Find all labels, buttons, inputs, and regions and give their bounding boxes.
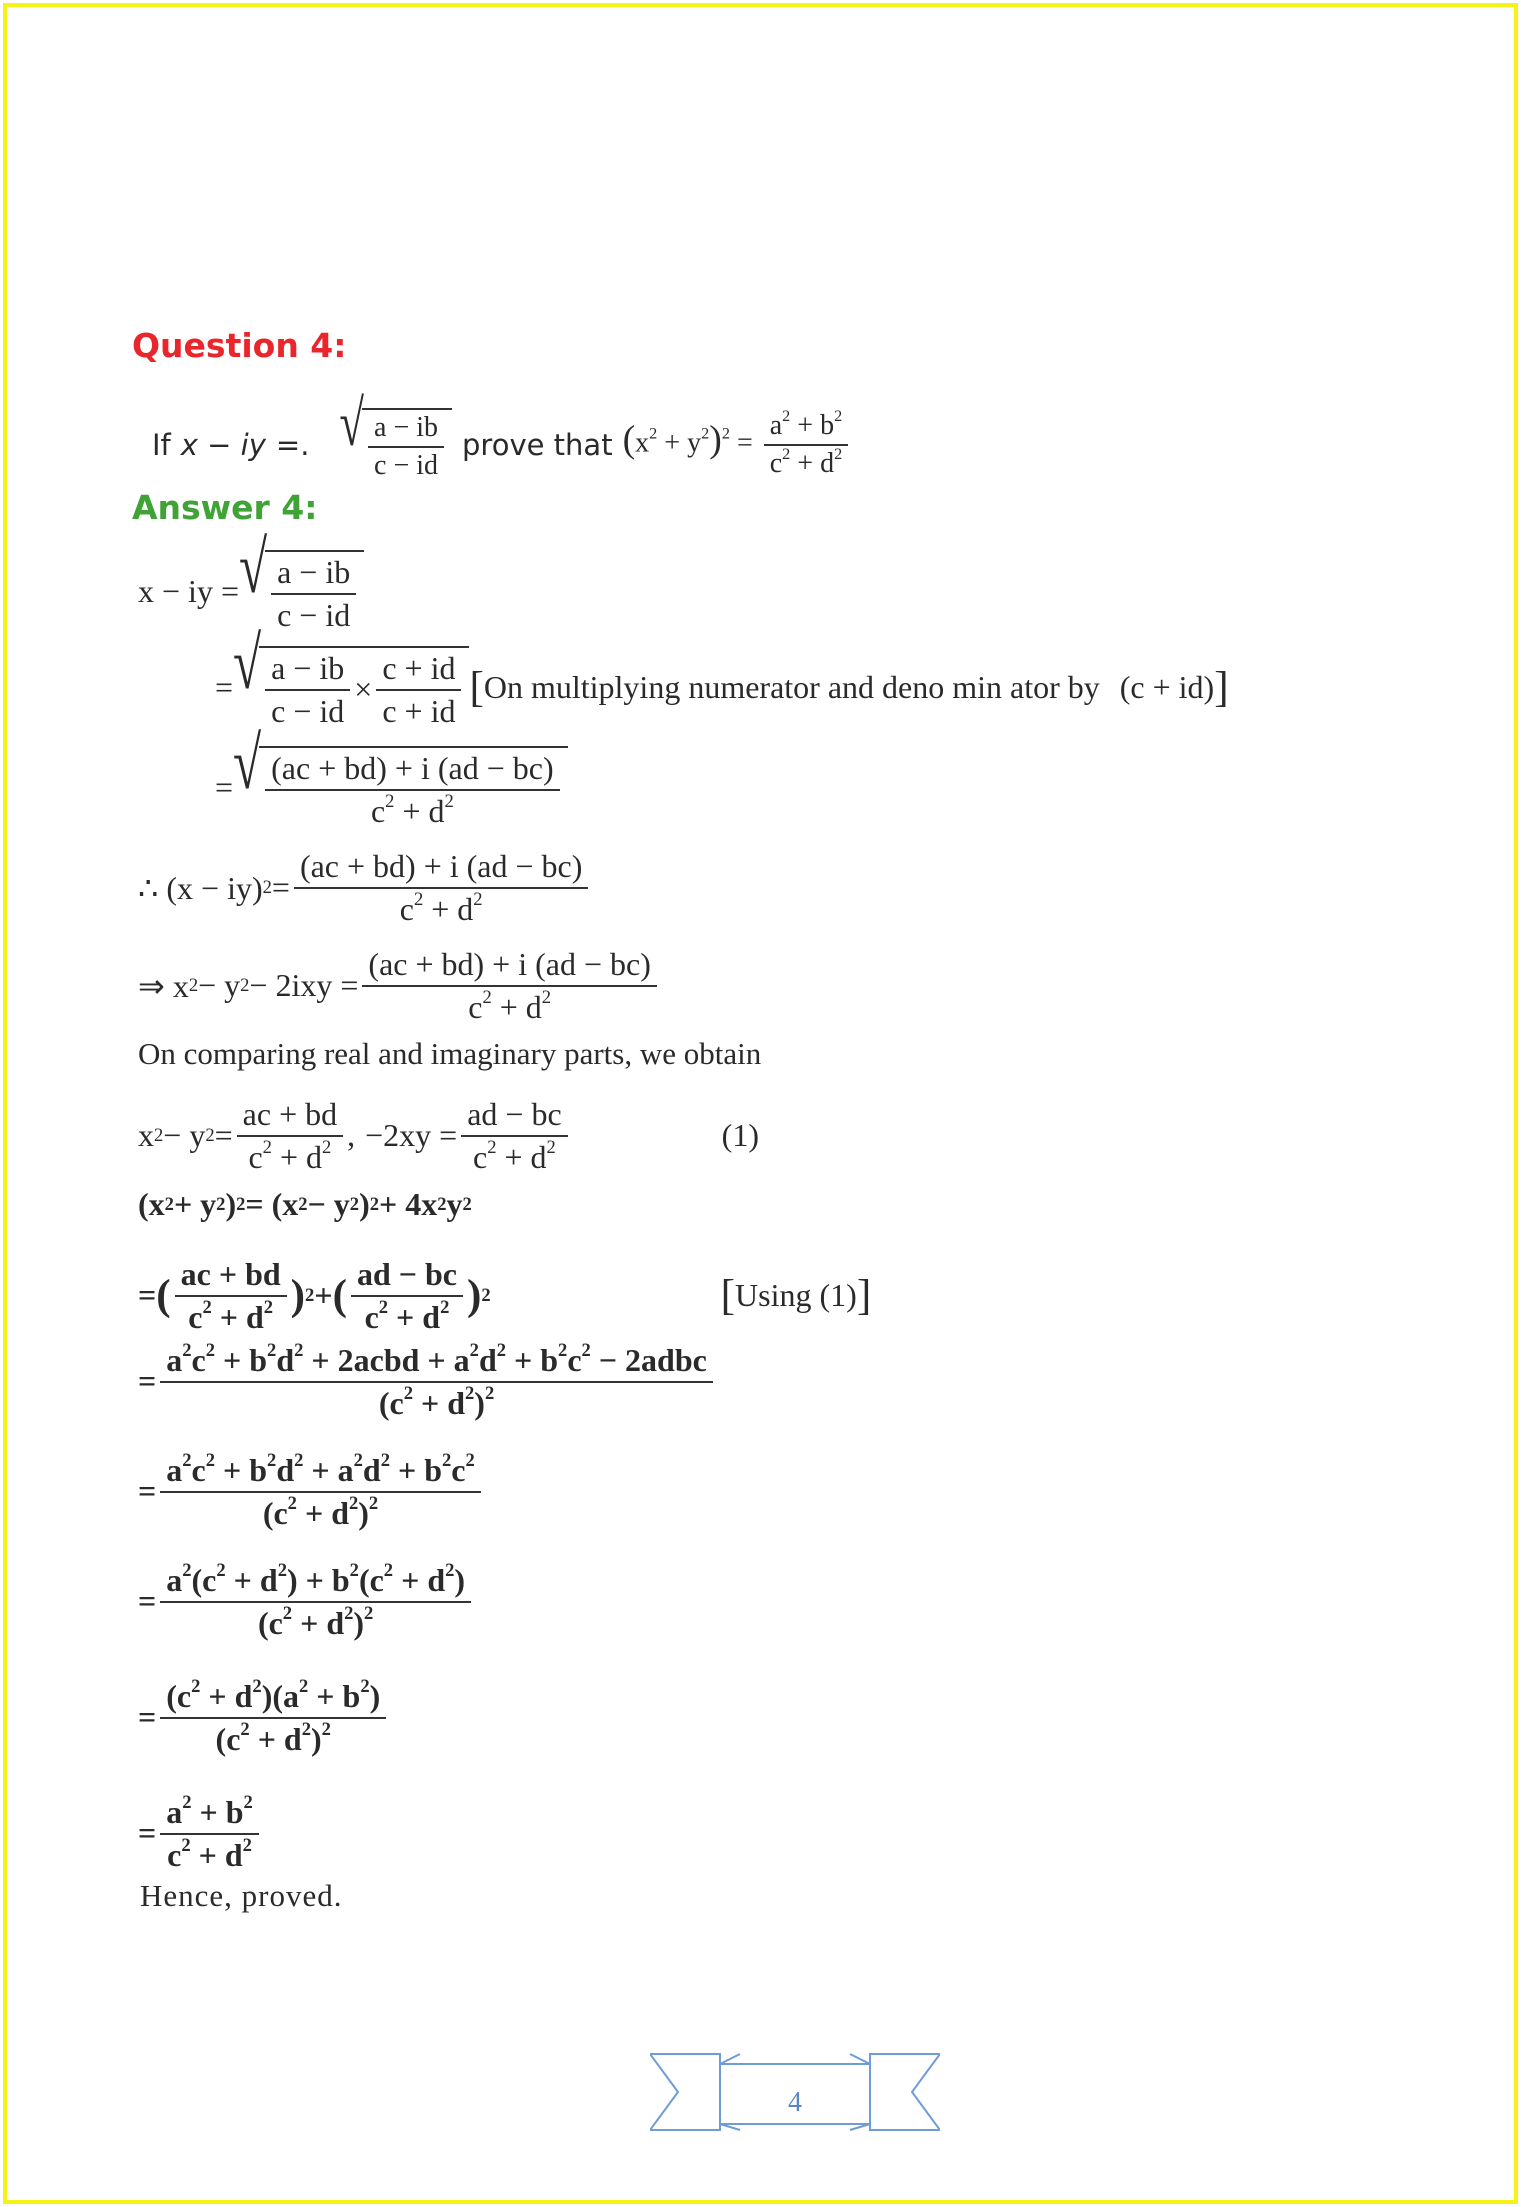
solution-step-1: x − iy = √ $\frac{a - ib}{c - id}$ [138,550,364,634]
solution-step-4: ∴ (x − iy) 2 = $\frac{(ac + bd) + i (ad - bc)}{c^2 + d^2}$ [138,848,592,928]
question-heading: Question 4: [132,326,347,365]
answer-heading: Answer 4: [132,488,318,527]
question-target-expression: $(x^2 + y^2)^2$ = $\frac{a^2 + b^2}{c^2 + d^2}$ [623,410,853,480]
question-statement [152,386,852,482]
solution-step-5: ⇒ x 2 − y 2 − 2ixy = $\frac{(ac + bd) + i (ad - bc)}{c^2 + d^2}$ [138,946,661,1026]
solution-step-10: = $\frac{a^2c^2 + b^2d^2 + a^2d^2 + b^2c^2}{(c^2 + d^2)^2}$ [138,1452,485,1532]
solution-step-2: = √ $\frac{a - ib}{c - id}$ × $\frac{c + id}{c + id}$ [ On multiplying numerator and deno min ator by (c + id) ] [215,622,1229,729]
solution-step-6: x 2 − y 2 = $\frac{ac + bd}{c^2 + d^2}$ , −2xy = $\frac{ad - bc}{c^2 + d^2}$ (1) [138,1096,759,1175]
solution-step-11: = $\frac{a^2(c^2 + d^2) + b^2(c^2 + d^2)}{(c^2 + d^2)^2}$ [138,1562,475,1642]
solution-step-12: = $\frac{(c^2 + d^2)(a^2 + b^2)}{(c^2 + d^2)^2}$ [138,1678,390,1758]
question-variable: x − iy [180,428,266,463]
question-prefix: If [152,428,171,463]
solution-step-3: = √ $\frac{(ac + bd) + i (ad - bc)}{c^2 + d^2}$ [215,746,568,830]
question-sqrt: √ $\frac{a - ib}{c - id}$ [339,408,452,482]
equation-label: (1) [721,1117,759,1154]
solution-step-7: (x 2 + y 2 ) 2 = (x 2 − y 2 ) 2 + 4x 2 y 2 [138,1186,472,1222]
page-number: 4 [788,2087,802,2118]
conclusion-text: Hence, proved. [140,1878,343,1913]
question-prove-that: prove that [462,428,613,463]
solution-step-8: = ( $\frac{ac + bd}{c^2 + d^2}$ ) 2 + ( $\frac{ad - bc}{c^2 + d^2}$ ) 2 [ Using (1) ] [138,1256,872,1335]
compare-text: On comparing real and imaginary parts, we obtain [138,1036,762,1071]
solution-step-13: = $\frac{a^2 + b^2}{c^2 + d^2}$ [138,1794,263,1874]
solution-step-9: = $\frac{a^2c^2 + b^2d^2 + 2acbd + a^2d^2 + b^2c^2 - 2adbc}{(c^2 + d^2)^2}$ [138,1342,717,1422]
question-equals: =. [275,428,310,463]
using-note: Using (1) [735,1277,857,1314]
multiply-note: On multiplying numerator and deno min ator by [483,669,1100,706]
